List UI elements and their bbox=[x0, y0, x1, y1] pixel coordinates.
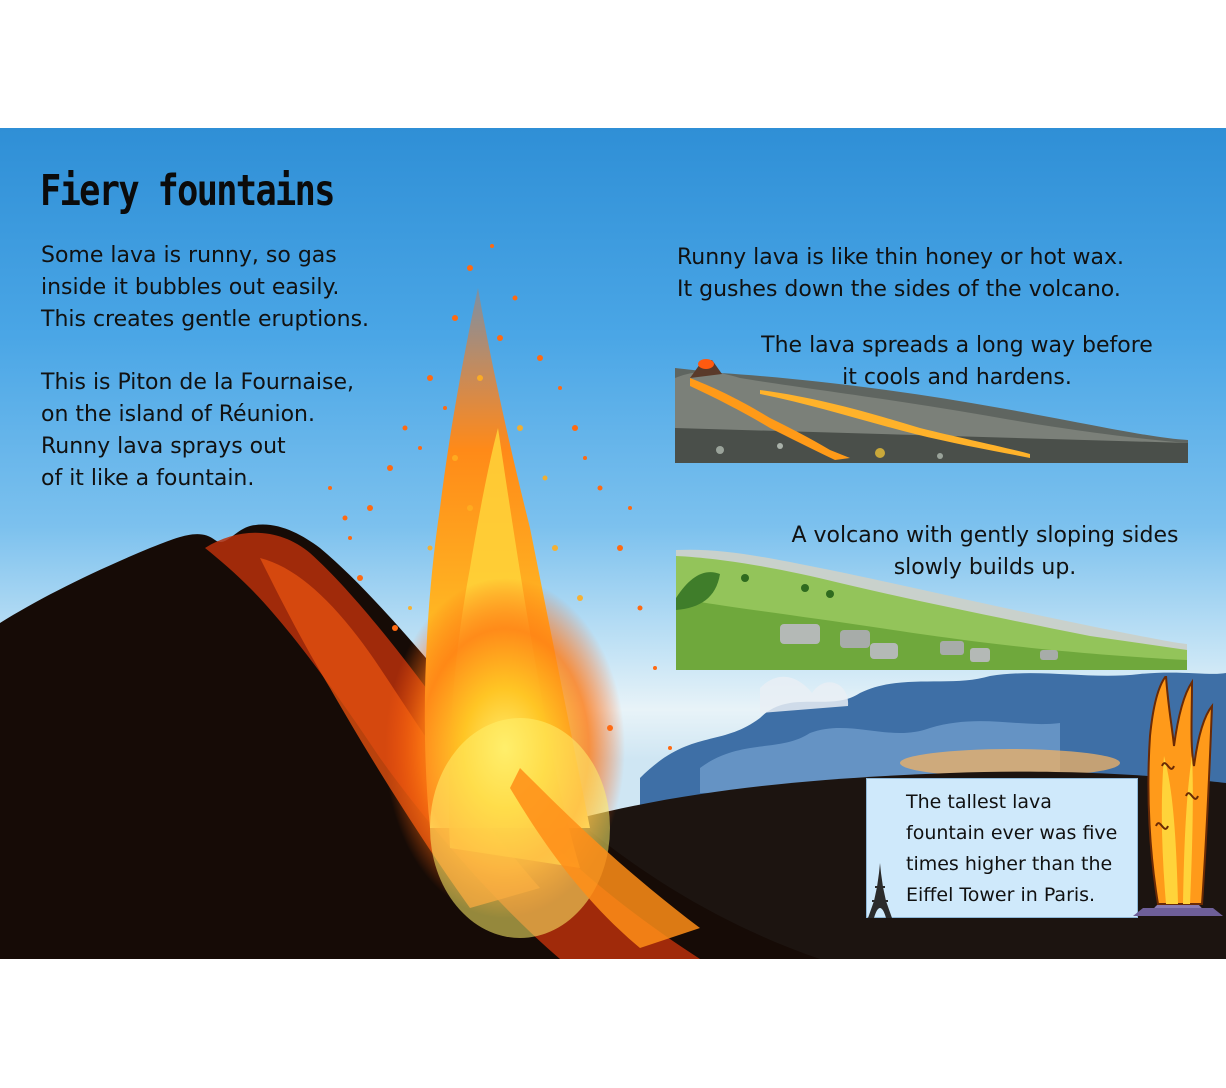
page-title: Fiery fountains bbox=[40, 166, 334, 216]
fact-box-text: The tallest lava fountain ever was five times higher than the Eiffel Tower in Paris. bbox=[906, 791, 1118, 906]
photo-caption-paragraph: This is Piton de la Fournaise, on the island of Réunion. Runny lava sprays out of it like a fountain. bbox=[41, 370, 354, 491]
book-spread bbox=[0, 128, 1226, 959]
lava-flow-caption: The lava spreads a long way before it cools and hardens. bbox=[761, 333, 1153, 390]
eiffel-tower-icon bbox=[866, 863, 894, 918]
shield-volcano-caption: A volcano with gently sloping sides slowly builds up. bbox=[791, 523, 1179, 580]
runny-lava-paragraph: Runny lava is like thin honey or hot wax. It gushes down the sides of the volcano. bbox=[677, 245, 1125, 302]
lava-fountain-illustration bbox=[1128, 676, 1226, 926]
intro-paragraph: Some lava is runny, so gas inside it bubbles out easily. This creates gentle eruptions. bbox=[41, 243, 370, 332]
